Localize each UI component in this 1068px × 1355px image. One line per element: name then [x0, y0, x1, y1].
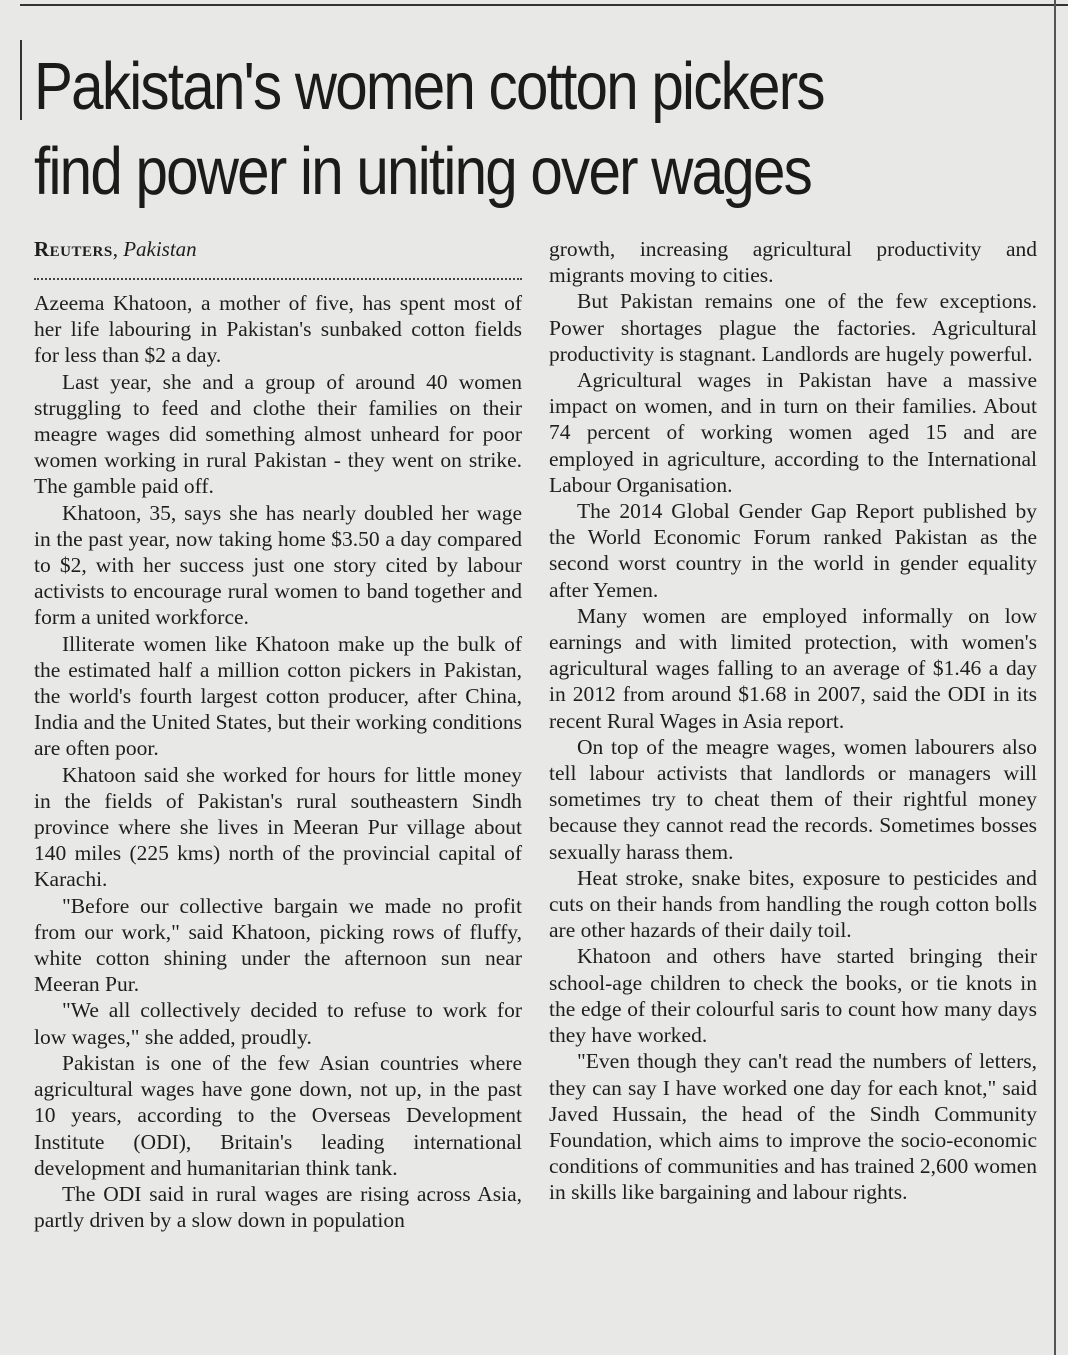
- right-rule: [1054, 0, 1056, 1355]
- article-column-left: [34, 236, 522, 1233]
- paragraph: Heat stroke, snake bites, exposure to pesticides and cuts on their hands from handling the rough cotton bolls are other hazards of their daily toil.: [549, 865, 1037, 943]
- dateline: [34, 236, 522, 266]
- paragraph: Pakistan is one of the few Asian countries where agricultural wages have gone down, not up, in the past 10 years, according to the Overseas Development Institute (ODI), Britain's leading international development and humanitarian think tank.: [34, 1050, 522, 1180]
- paragraph: Khatoon said she worked for hours for little money in the fields of Pakistan's rural southeastern Sindh province where she lives in Meeran Pur village about 140 miles (225 kms) north of the provincial capital of Karachi.: [34, 762, 522, 892]
- paragraph: Agricultural wages in Pakistan have a massive impact on women, and in turn on their families. About 74 percent of working women aged 15 and are employed in agriculture, according to the International Labour Organisation.: [549, 368, 1037, 497]
- paragraph: Azeema Khatoon, a mother of five, has spent most of her life labouring in Pakistan's sunbaked cotton fields for less than $2 a day.: [34, 291, 522, 368]
- dotted-divider: [34, 278, 522, 280]
- paragraph: Last year, she and a group of around 40 women struggling to feed and clothe their families on their meagre wages did something almost unheard for poor women working in rural Pakistan - they went on strike. The gamble paid off.: [34, 369, 522, 499]
- dateline-place: Pakistan: [123, 237, 197, 261]
- paragraph: Khatoon, 35, says she has nearly doubled her wage in the past year, now taking home $3.50 a day compared to $2, with her success just one story cited by labour activists to encourage rural women to band together and form a united workforce.: [34, 500, 522, 630]
- paragraph: "Before our collective bargain we made no profit from our work," said Khatoon, picking rows of fluffy, white cotton shining under the afternoon sun near Meeran Pur.: [34, 893, 522, 997]
- paragraph: Illiterate women like Khatoon make up the bulk of the estimated half a million cotton pickers in Pakistan, the world's fourth largest cotton producer, after China, India and the United States, but their working conditions are often poor.: [34, 631, 522, 761]
- dateline-separator: ,: [112, 237, 124, 261]
- paragraph: Many women are employed informally on low earnings and with limited protection, with women's agricultural wages falling to an average of $1.46 a day in 2012 from around $1.68 in 2007, said the ODI in its recent Rural Wages in Asia report.: [549, 603, 1037, 733]
- paragraph: "We all collectively decided to refuse to work for low wages," she added, proudly.: [34, 998, 522, 1049]
- paragraph: "Even though they can't read the numbers of letters, they can say I have worked one day for each knot," said Javed Hussain, the head of the Sindh Community Foundation, which aims to improve the socio-economic conditions of communities and has trained 2,600 women in skills like bargaining and labour rights.: [549, 1049, 1037, 1205]
- paragraph-continued: growth, increasing agricultural productivity and migrants moving to cities.: [549, 237, 1037, 288]
- paragraph: But Pakistan remains one of the few exceptions. Power shortages plague the factories. Agricultural productivity is stagnant. Landlords are hugely powerful.: [549, 289, 1037, 366]
- paragraph: The ODI said in rural wages are rising across Asia, partly driven by a slow down in population: [34, 1181, 522, 1233]
- article-column-right: [549, 236, 1037, 1206]
- top-rule: [20, 4, 1068, 6]
- paragraph: On top of the meagre wages, women labourers also tell labour activists that landlords or managers will sometimes try to cheat them of their rightful money because they cannot read the records. Sometimes bosses sexually harass them.: [549, 734, 1037, 864]
- news-agency: Reuters: [34, 237, 113, 261]
- left-rule: [20, 40, 22, 120]
- paragraph: Khatoon and others have started bringing their school-age children to check the books, or tie knots in the edge of their colourful saris to count how many days they have worked.: [549, 944, 1037, 1048]
- paragraph: The 2014 Global Gender Gap Report published by the World Economic Forum ranked Pakistan as the second worst country in the world in gender equality after Yemen.: [549, 499, 1037, 602]
- article-headline: Pakistan's women cotton pickers find power in uniting over wages: [34, 49, 824, 210]
